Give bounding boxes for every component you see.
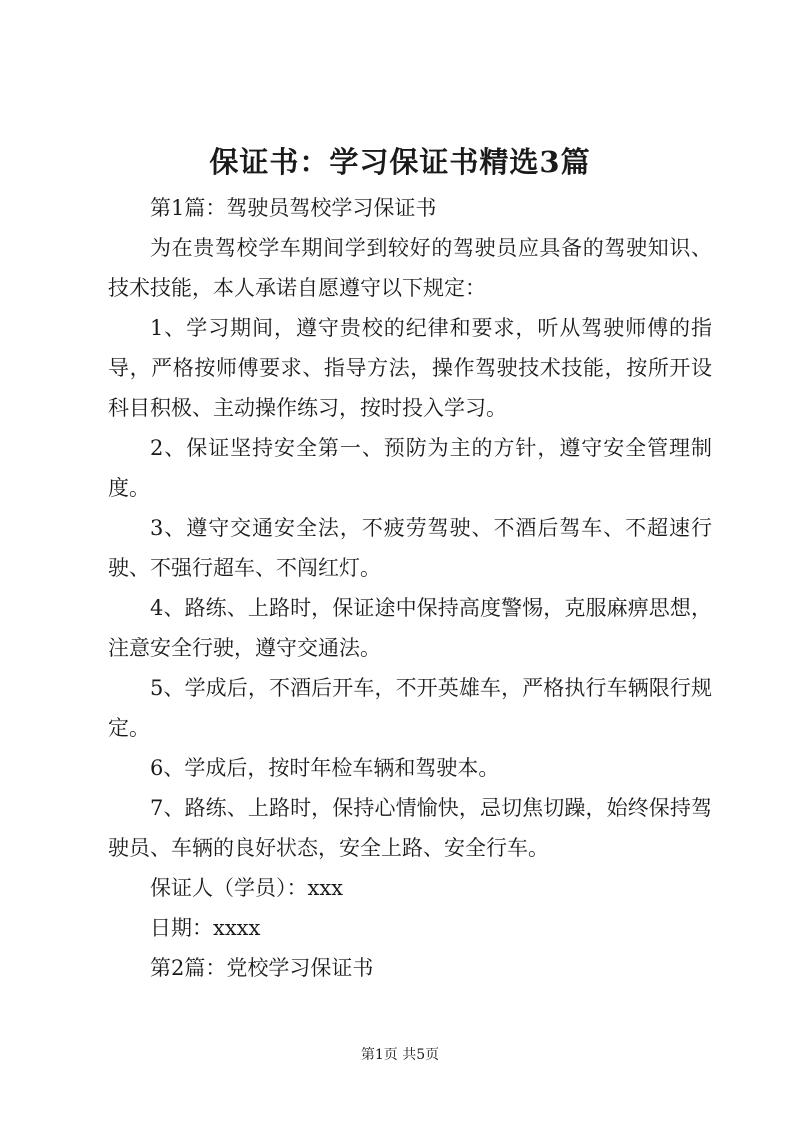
paragraph-rule-4: 4、路练、上路时，保证途中保持高度警惕，克服麻痹思想，注意安全行驶，遵守交通法。 (108, 596, 712, 660)
section-heading-1: 第1篇：驾驶员驾校学习保证书 (150, 196, 437, 220)
paragraph-rule-3: 3、遵守交通安全法，不疲劳驾驶、不酒后驾车、不超速行驶、不强行超车、不闯红灯。 (108, 516, 712, 580)
paragraph-intro: 为在贵驾校学车期间学到较好的驾驶员应具备的驾驶知识、技术技能，本人承诺自愿遵守以下规定： (108, 236, 712, 300)
paragraph-rule-2: 2、保证坚持安全第一、预防为主的方针，遵守安全管理制度。 (108, 436, 712, 500)
paragraph-rule-6: 6、学成后，按时年检车辆和驾驶本。 (150, 756, 500, 780)
page-footer: 第1页 共5页 (360, 1047, 440, 1063)
date-line: 日期：xxxx (150, 916, 261, 940)
section-heading-2: 第2篇：党校学习保证书 (150, 956, 374, 980)
paragraph-rule-1: 1、学习期间，遵守贵校的纪律和要求，听从驾驶师傅的指导，严格按师傅要求、指导方法，操作驾驶技术技能，按所开设科目积极、主动操作练习，按时投入学习。 (108, 316, 712, 420)
document-title: 保证书：学习保证书精选3篇 (209, 145, 591, 179)
document-body (108, 188, 712, 988)
paragraph-rule-7: 7、路练、上路时，保持心情愉快，忌切焦切躁，始终保持驾驶员、车辆的良好状态，安全上路、安全行车。 (108, 796, 712, 860)
paragraph-rule-5: 5、学成后，不酒后开车，不开英雄车，严格执行车辆限行规定。 (108, 676, 712, 740)
guarantor-line: 保证人（学员）：xxx (150, 876, 344, 900)
